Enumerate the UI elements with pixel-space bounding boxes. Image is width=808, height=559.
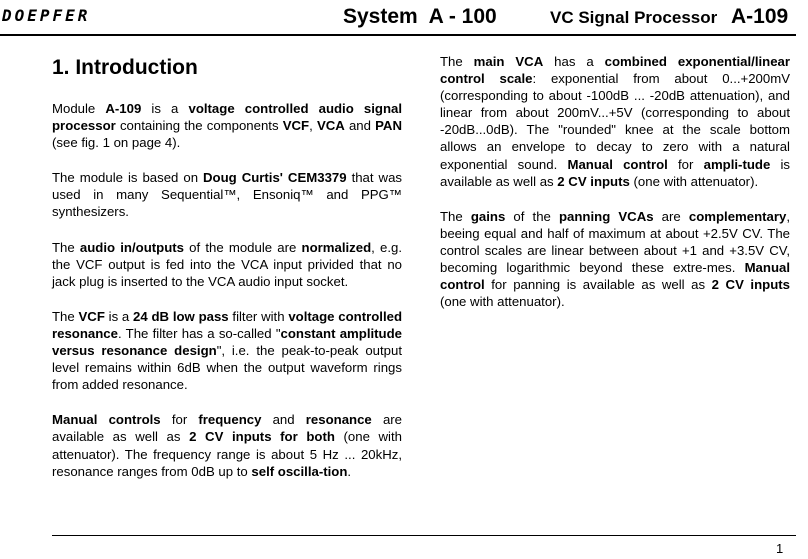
text-run: is a: [141, 101, 189, 116]
bold-text: resonance: [305, 412, 372, 428]
brand-logo: DOEPFER: [2, 6, 91, 25]
text-run: has a: [543, 54, 605, 69]
text-run: are available as well as: [52, 412, 403, 445]
text-run: (one with attenuator).: [440, 294, 565, 310]
text-run: .: [347, 463, 352, 479]
bold-text: self oscilla-tion: [251, 463, 348, 479]
system-title: System A - 100: [343, 5, 497, 28]
text-run: of the module are: [183, 239, 302, 255]
text-run: for panning is available as well as: [484, 277, 712, 293]
text-run: for: [667, 156, 704, 172]
text-run: ", i.e. the peak-to-peak output level remains within 6dB when the output waveform rings from added resonance.: [52, 343, 402, 393]
text-run: The module is based on: [52, 170, 204, 186]
bold-text: VCA: [316, 118, 345, 134]
document-subtitle: VC Signal Processor: [550, 8, 718, 27]
page-number: 1: [776, 541, 784, 556]
text-run: for: [160, 412, 199, 428]
bold-text: 2 CV inputs: [711, 277, 790, 293]
paragraph-panning: [440, 208, 790, 311]
text-run: and: [261, 412, 306, 428]
text-run: : exponential from about 0...+200mV (corresponding to about -100dB ... -20dB attenuation), and linear from about 200mV...+5V (corresponding to about -20dB...0dB). The "rounded" knee at the scale bottom allows an envelope to decay to zero with a natural exponential sound.: [440, 71, 791, 172]
bold-text: VCF: [282, 118, 310, 134]
text-run: . The filter has a so-called ": [117, 325, 281, 341]
page-header: [0, 0, 808, 34]
bold-text: Manual controls: [52, 412, 161, 428]
section-title: 1. Introduction: [52, 56, 198, 79]
header-rule: [0, 34, 796, 36]
text-run: Module: [52, 101, 106, 116]
text-run: The: [440, 208, 471, 224]
text-run: The: [440, 54, 474, 69]
left-column: [52, 55, 402, 498]
bold-text: complementary: [688, 208, 787, 224]
bold-text: 24 dB low pass: [133, 308, 229, 324]
bold-text: audio in/outputs: [79, 239, 184, 255]
text-run: (one with attenuator). The frequency range is about 5 Hz ... 20kHz, resonance ranges from 0dB up to: [52, 429, 402, 479]
text-run: are: [653, 208, 689, 224]
footer-rule: [52, 535, 796, 536]
paragraph-cem3379: [52, 169, 402, 220]
bold-text: ampli-tude: [703, 156, 771, 172]
bold-text: normalized: [301, 239, 372, 255]
text-run: (see fig. 1 on page 4).: [52, 135, 181, 151]
bold-text: PAN: [375, 118, 402, 134]
bold-text: voltage controlled audio signal processor: [52, 101, 402, 134]
text-run: that was used in many Sequential™, Ensoniq™ and PPG™ synthesizers.: [52, 170, 402, 220]
text-run: (one with attenuator).: [629, 173, 759, 189]
text-run: is a: [104, 308, 134, 324]
text-run: containing the components: [115, 118, 283, 134]
text-run: , beeing equal and half of maximum at about +2.5V CV. The control scales are linear between about +1 and +3.5V CV, becoming logarithmic beyond these extre-mes.: [440, 208, 791, 276]
bold-text: Manual control: [440, 260, 790, 293]
bold-text: 2 CV inputs for both: [189, 429, 335, 445]
bold-text: 2 CV inputs: [557, 173, 630, 189]
bold-text: Manual control: [567, 156, 668, 172]
paragraph-manual-controls: [52, 411, 402, 479]
bold-text: frequency: [198, 412, 262, 428]
text-run: is available as well as: [440, 156, 791, 189]
bold-text: constant amplitude versus resonance design: [52, 325, 402, 359]
text-run: The: [52, 239, 80, 255]
paragraph-vcf: [52, 308, 402, 393]
bold-text: A-109: [105, 101, 142, 116]
text-run: of the: [505, 208, 559, 224]
text-run: The: [52, 308, 79, 324]
text-run: , e.g. the VCF output is fed into the VCA input privided that no jack plug is inserted to the VCA audio input socket.: [52, 239, 402, 289]
bold-text: voltage controlled resonance: [52, 308, 403, 341]
paragraph-intro: [52, 100, 402, 151]
right-column: [440, 53, 790, 328]
text-run: and: [344, 118, 376, 134]
bold-text: combined exponential/linear control scale: [440, 54, 790, 87]
bold-text: main VCA: [473, 54, 544, 69]
text-run: ,: [309, 118, 317, 134]
bold-text: VCF: [78, 308, 105, 324]
bold-text: Doug Curtis' CEM3379: [203, 170, 347, 186]
paragraph-normalized: [52, 239, 402, 290]
bold-text: gains: [470, 208, 506, 224]
text-run: filter with: [228, 308, 289, 324]
paragraph-main-vca: [440, 53, 790, 190]
bold-text: panning VCAs: [558, 208, 654, 224]
model-number: A-109: [731, 5, 789, 28]
